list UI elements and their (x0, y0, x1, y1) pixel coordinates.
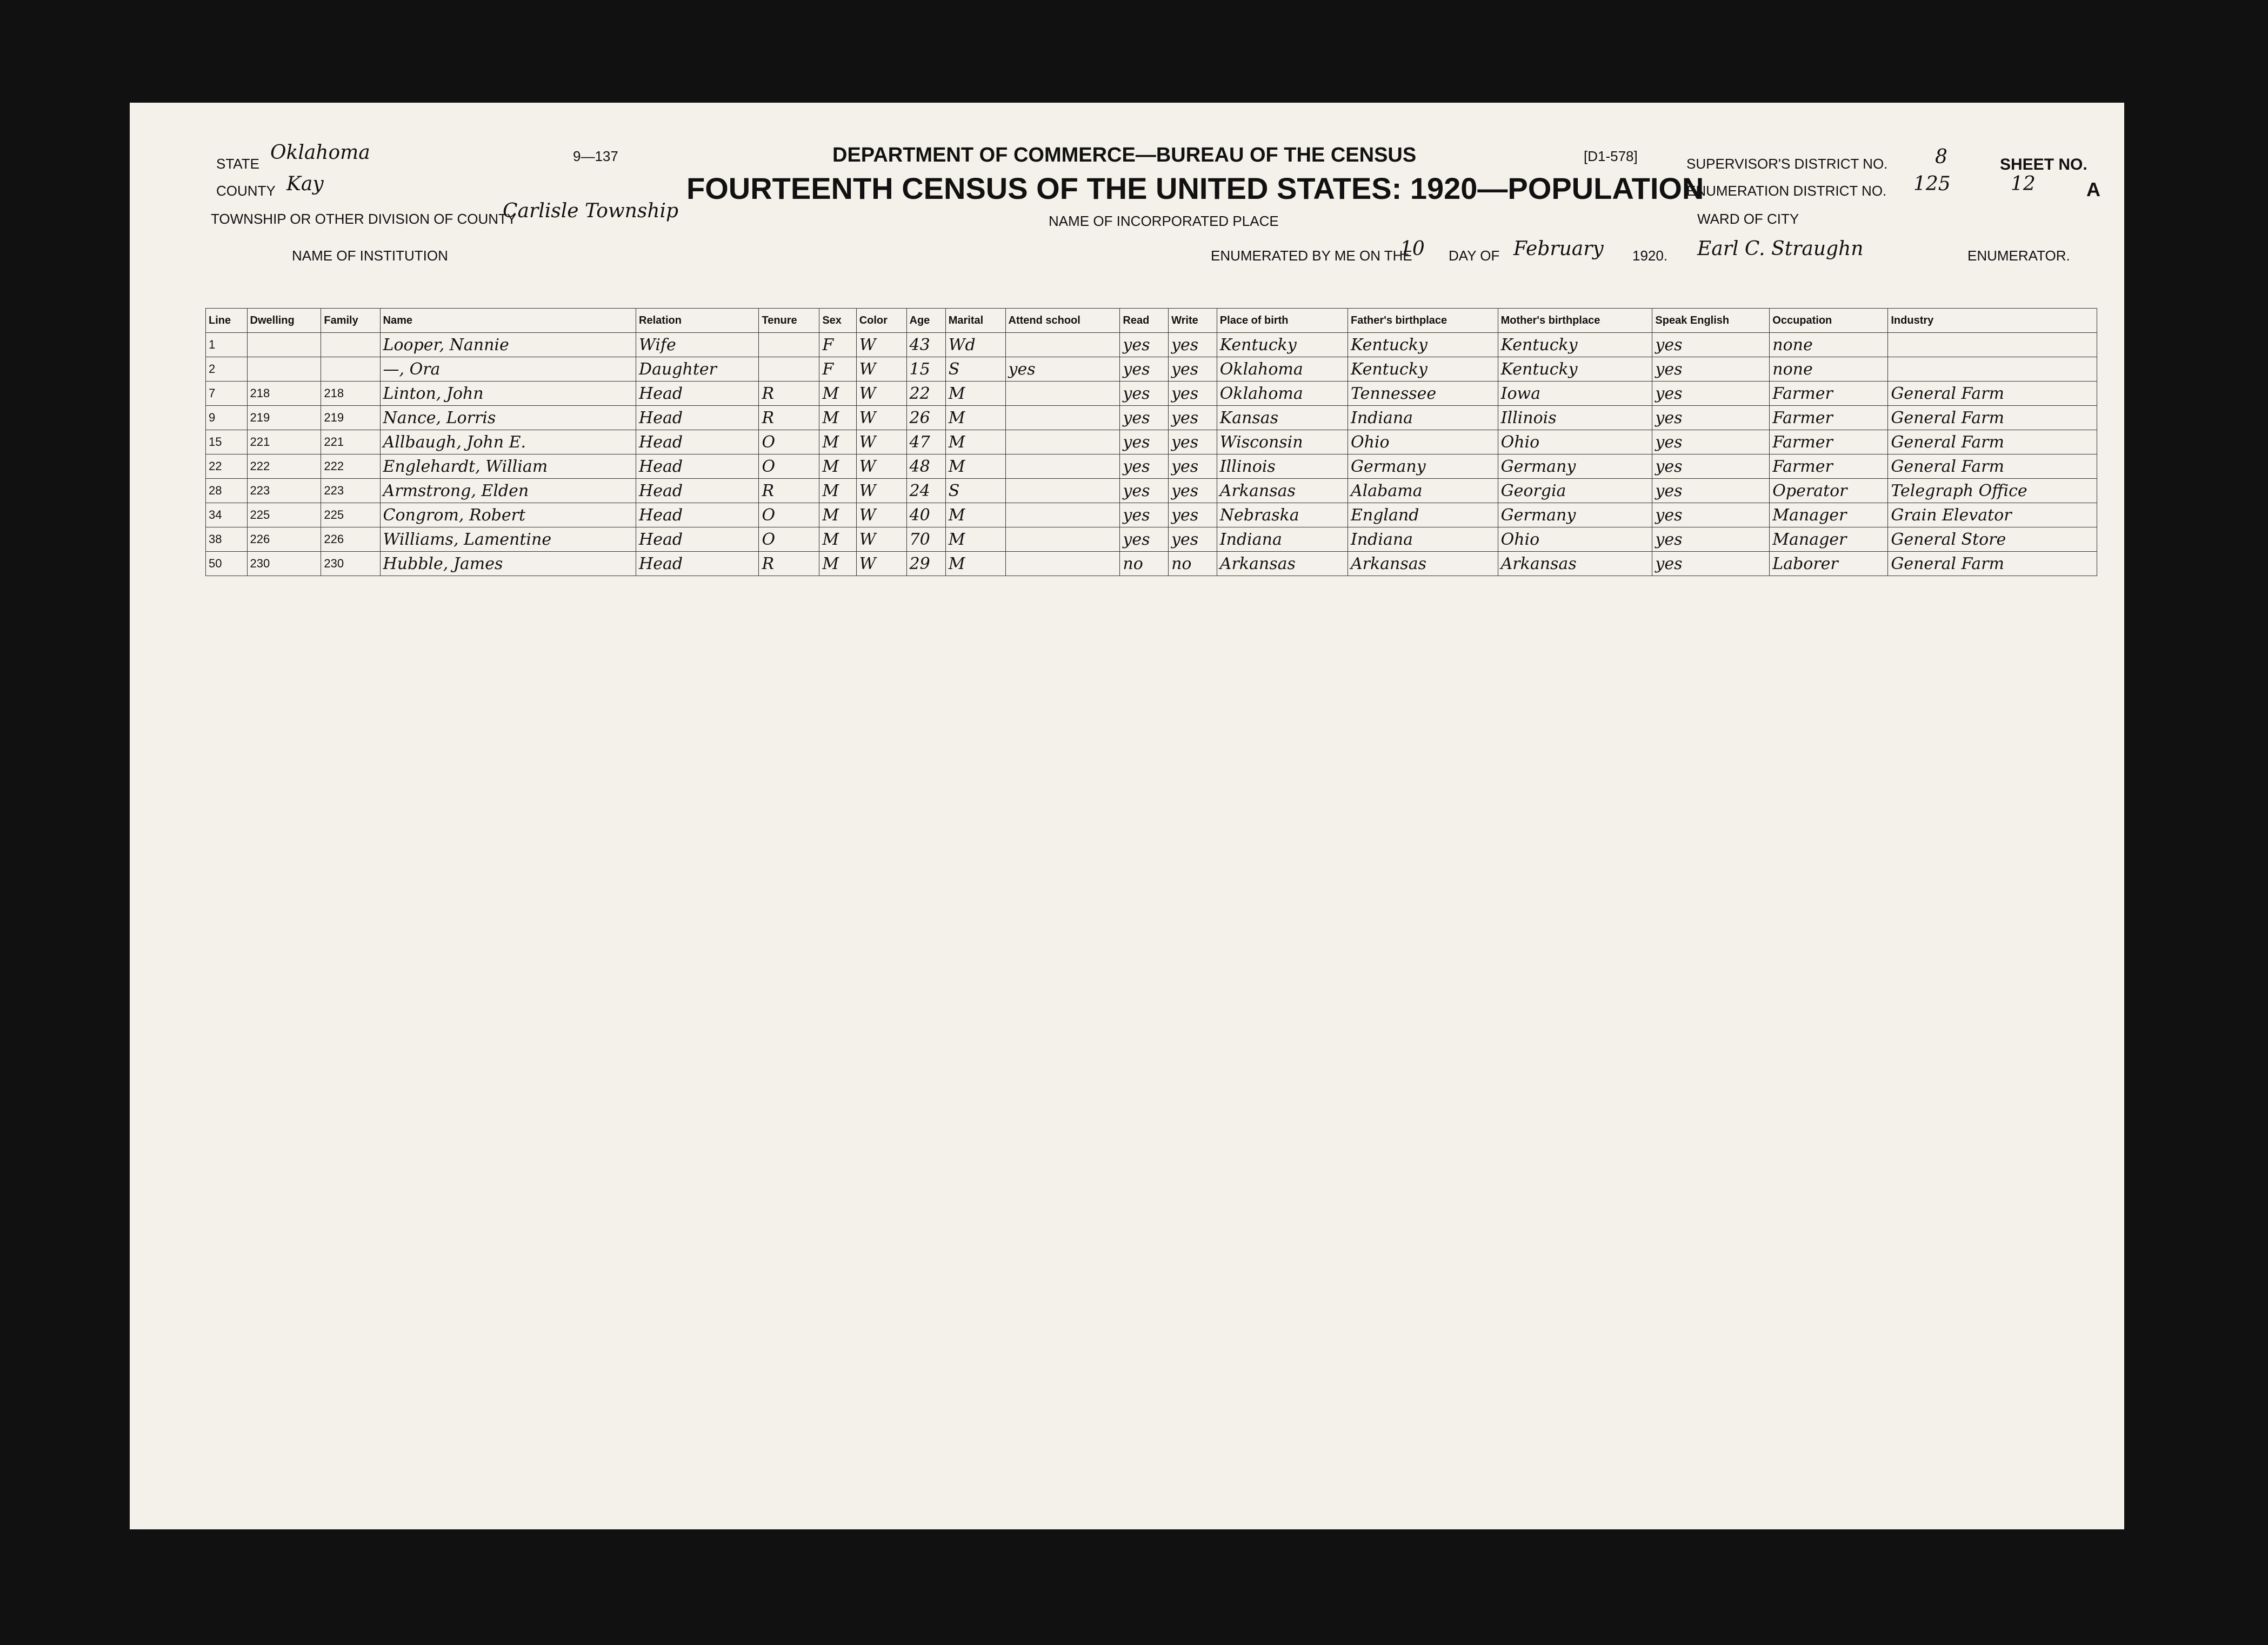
table-cell (1005, 406, 1120, 430)
county-label: COUNTY (216, 183, 276, 199)
table-cell: Iowa (1498, 382, 1652, 406)
table-cell: Ohio (1498, 430, 1652, 454)
table-cell: 230 (247, 552, 321, 576)
table-cell: Georgia (1498, 479, 1652, 503)
table-cell: yes (1120, 430, 1169, 454)
table-cell (1005, 333, 1120, 357)
table-cell: General Farm (1888, 382, 2097, 406)
table-cell: Manager (1770, 527, 1888, 552)
table-cell: M (819, 430, 856, 454)
table-cell: O (759, 454, 819, 479)
table-cell: yes (1169, 430, 1217, 454)
table-cell: Nance, Lorris (380, 406, 636, 430)
table-cell: Allbaugh, John E. (380, 430, 636, 454)
column-header: Dwelling (247, 309, 321, 333)
table-cell (759, 333, 819, 357)
table-cell: W (856, 382, 906, 406)
table-cell: Illinois (1217, 454, 1348, 479)
sheet-number: 12 (2011, 173, 2036, 195)
state-label: STATE (216, 156, 259, 172)
table-cell: M (945, 430, 1005, 454)
table-cell: Kentucky (1498, 333, 1652, 357)
table-cell: Farmer (1770, 406, 1888, 430)
table-cell: 28 (206, 479, 248, 503)
table-cell: 43 (906, 333, 945, 357)
table-cell: M (945, 527, 1005, 552)
table-cell: W (856, 454, 906, 479)
table-cell: none (1770, 357, 1888, 382)
enumerated-year: 1920. (1632, 248, 1668, 264)
table-cell: Manager (1770, 503, 1888, 527)
table-cell: yes (1120, 503, 1169, 527)
table-cell: Hubble, James (380, 552, 636, 576)
table-cell: Farmer (1770, 430, 1888, 454)
table-cell (1005, 503, 1120, 527)
institution-label: NAME OF INSTITUTION (292, 248, 448, 264)
table-cell: M (819, 479, 856, 503)
table-cell: Wife (636, 333, 759, 357)
table-cell (1005, 552, 1120, 576)
table-cell: yes (1169, 406, 1217, 430)
table-cell: M (945, 503, 1005, 527)
table-cell: Kansas (1217, 406, 1348, 430)
table-cell: F (819, 357, 856, 382)
table-cell: R (759, 382, 819, 406)
table-cell: 223 (321, 479, 380, 503)
table-cell (1888, 333, 2097, 357)
table-cell: General Farm (1888, 552, 2097, 576)
column-header: Industry (1888, 309, 2097, 333)
table-cell: yes (1652, 527, 1770, 552)
table-cell: yes (1652, 382, 1770, 406)
table-cell: yes (1120, 382, 1169, 406)
enumerator-label: ENUMERATOR. (1967, 248, 2070, 264)
table-cell: Laborer (1770, 552, 1888, 576)
table-cell: General Farm (1888, 454, 2097, 479)
column-header: Color (856, 309, 906, 333)
column-header: Attend school (1005, 309, 1120, 333)
form-number: 9—137 (573, 148, 618, 164)
table-cell: yes (1120, 479, 1169, 503)
county-value: Kay (286, 173, 324, 195)
table-cell: 22 (206, 454, 248, 479)
table-cell: 7 (206, 382, 248, 406)
table-cell (1888, 357, 2097, 382)
table-cell: M (819, 503, 856, 527)
table-cell: Head (636, 527, 759, 552)
day-of-label: DAY OF (1449, 248, 1500, 264)
table-cell: 50 (206, 552, 248, 576)
table-row (206, 503, 2097, 527)
census-title: FOURTEENTH CENSUS OF THE UNITED STATES: 1920—POPULATION (686, 171, 1704, 205)
table-cell: 38 (206, 527, 248, 552)
table-cell: W (856, 357, 906, 382)
column-header: Speak English (1652, 309, 1770, 333)
table-cell: no (1120, 552, 1169, 576)
table-cell: yes (1120, 406, 1169, 430)
table-cell: yes (1169, 527, 1217, 552)
table-cell: 219 (247, 406, 321, 430)
table-cell: yes (1652, 357, 1770, 382)
ed-value: 125 (1913, 173, 1951, 195)
table-cell: W (856, 503, 906, 527)
column-header: Mother's birthplace (1498, 309, 1652, 333)
table-cell: R (759, 406, 819, 430)
table-cell: Daughter (636, 357, 759, 382)
table-cell: Congrom, Robert (380, 503, 636, 527)
table-cell: Tennessee (1348, 382, 1498, 406)
table-cell: Wd (945, 333, 1005, 357)
table-cell (321, 333, 380, 357)
table-row (206, 552, 2097, 576)
table-cell: Arkansas (1498, 552, 1652, 576)
enumerator-name: Earl C. Straughn (1697, 238, 1864, 260)
table-cell: O (759, 430, 819, 454)
table-cell (1005, 382, 1120, 406)
table-cell: Head (636, 430, 759, 454)
table-cell: 9 (206, 406, 248, 430)
table-cell: O (759, 503, 819, 527)
table-cell: Williams, Lamentine (380, 527, 636, 552)
table-cell: Arkansas (1217, 552, 1348, 576)
table-cell: yes (1169, 503, 1217, 527)
column-header: Relation (636, 309, 759, 333)
table-row (206, 333, 2097, 357)
table-row (206, 527, 2097, 552)
column-header: Read (1120, 309, 1169, 333)
table-cell: Arkansas (1217, 479, 1348, 503)
table-cell: M (819, 454, 856, 479)
sheet-label: SHEET NO. (2000, 156, 2087, 173)
table-cell: Oklahoma (1217, 382, 1348, 406)
table-cell: Armstrong, Elden (380, 479, 636, 503)
table-cell: Kentucky (1348, 357, 1498, 382)
supervisor-label: SUPERVISOR'S DISTRICT NO. (1686, 156, 1888, 172)
table-cell: Indiana (1348, 406, 1498, 430)
table-cell: W (856, 527, 906, 552)
table-cell: R (759, 552, 819, 576)
enumerated-day: 10 (1400, 238, 1425, 260)
table-cell: 222 (321, 454, 380, 479)
table-cell: Germany (1498, 454, 1652, 479)
table-row (206, 479, 2097, 503)
table-cell: Ohio (1348, 430, 1498, 454)
table-cell: 70 (906, 527, 945, 552)
table-cell: Head (636, 406, 759, 430)
table-cell (1005, 454, 1120, 479)
enumerated-month: February (1513, 238, 1604, 260)
table-cell: yes (1652, 479, 1770, 503)
table-cell: 22 (906, 382, 945, 406)
table-cell: 230 (321, 552, 380, 576)
table-cell: Germany (1348, 454, 1498, 479)
table-cell: 1 (206, 333, 248, 357)
table-cell: none (1770, 333, 1888, 357)
form-code: [D1-578] (1584, 148, 1638, 164)
table-cell: Indiana (1348, 527, 1498, 552)
supervisor-value: 8 (1935, 146, 1947, 168)
table-row (206, 382, 2097, 406)
column-header: Write (1169, 309, 1217, 333)
table-cell: yes (1120, 333, 1169, 357)
table-cell: 47 (906, 430, 945, 454)
column-header: Tenure (759, 309, 819, 333)
table-cell: M (945, 406, 1005, 430)
table-cell: M (819, 406, 856, 430)
table-cell: M (819, 382, 856, 406)
table-row (206, 454, 2097, 479)
table-cell: 29 (906, 552, 945, 576)
table-cell: 15 (906, 357, 945, 382)
table-cell: Alabama (1348, 479, 1498, 503)
table-cell: Oklahoma (1217, 357, 1348, 382)
table-cell: yes (1169, 479, 1217, 503)
column-header: Line (206, 309, 248, 333)
table-cell: General Store (1888, 527, 2097, 552)
sheet-letter: A (2086, 178, 2100, 200)
table-cell: 226 (247, 527, 321, 552)
table-cell: yes (1005, 357, 1120, 382)
table-cell: Grain Elevator (1888, 503, 2097, 527)
table-cell: Kentucky (1498, 357, 1652, 382)
table-cell: 225 (321, 503, 380, 527)
table-cell: F (819, 333, 856, 357)
table-cell: Germany (1498, 503, 1652, 527)
table-cell: yes (1652, 333, 1770, 357)
table-cell: 222 (247, 454, 321, 479)
table-cell: R (759, 479, 819, 503)
table-cell: S (945, 479, 1005, 503)
table-cell: 221 (247, 430, 321, 454)
table-cell: 40 (906, 503, 945, 527)
table-row (206, 430, 2097, 454)
table-cell: Head (636, 479, 759, 503)
table-cell: M (945, 454, 1005, 479)
table-cell: yes (1652, 406, 1770, 430)
table-cell: 48 (906, 454, 945, 479)
census-table (205, 308, 2097, 576)
table-cell: Indiana (1217, 527, 1348, 552)
table-cell: Head (636, 503, 759, 527)
column-header: Family (321, 309, 380, 333)
table-cell: yes (1652, 552, 1770, 576)
township-value: Carlisle Township (503, 200, 679, 222)
table-cell: M (819, 527, 856, 552)
column-header: Name (380, 309, 636, 333)
table-cell (1005, 527, 1120, 552)
table-cell: Farmer (1770, 382, 1888, 406)
ed-label: ENUMERATION DISTRICT NO. (1686, 183, 1887, 199)
table-cell: 26 (906, 406, 945, 430)
table-cell: Illinois (1498, 406, 1652, 430)
table-cell: 24 (906, 479, 945, 503)
table-cell: Nebraska (1217, 503, 1348, 527)
table-cell: yes (1652, 503, 1770, 527)
table-cell: Ohio (1498, 527, 1652, 552)
table-cell: Looper, Nannie (380, 333, 636, 357)
table-cell: W (856, 430, 906, 454)
table-cell: W (856, 479, 906, 503)
table-cell: 225 (247, 503, 321, 527)
state-value: Oklahoma (270, 142, 370, 164)
table-cell: yes (1169, 357, 1217, 382)
table-cell: 223 (247, 479, 321, 503)
table-cell: Englehardt, William (380, 454, 636, 479)
table-cell: Kentucky (1348, 333, 1498, 357)
table-cell: Farmer (1770, 454, 1888, 479)
table-cell: yes (1169, 454, 1217, 479)
column-header: Place of birth (1217, 309, 1348, 333)
table-cell: Kentucky (1217, 333, 1348, 357)
table-cell (1005, 479, 1120, 503)
table-cell: O (759, 527, 819, 552)
table-cell (247, 357, 321, 382)
table-cell: yes (1652, 454, 1770, 479)
table-cell: Arkansas (1348, 552, 1498, 576)
table-cell: 226 (321, 527, 380, 552)
table-row (206, 357, 2097, 382)
table-cell: Telegraph Office (1888, 479, 2097, 503)
table-cell: 2 (206, 357, 248, 382)
enumerated-label: ENUMERATED BY ME ON THE (1211, 248, 1412, 264)
table-cell (1005, 430, 1120, 454)
table-cell: S (945, 357, 1005, 382)
table-cell: M (819, 552, 856, 576)
column-header: Occupation (1770, 309, 1888, 333)
table-cell: M (945, 382, 1005, 406)
table-cell: yes (1120, 527, 1169, 552)
department-title: DEPARTMENT OF COMMERCE—BUREAU OF THE CENSUS (832, 144, 1417, 166)
table-cell: 34 (206, 503, 248, 527)
table-cell: Operator (1770, 479, 1888, 503)
column-header: Age (906, 309, 945, 333)
table-cell: M (945, 552, 1005, 576)
township-label: TOWNSHIP OR OTHER DIVISION OF COUNTY (211, 211, 517, 227)
table-cell: yes (1169, 382, 1217, 406)
table-cell: —, Ora (380, 357, 636, 382)
table-cell: General Farm (1888, 406, 2097, 430)
table-cell: yes (1169, 333, 1217, 357)
table-cell: yes (1120, 357, 1169, 382)
table-cell: England (1348, 503, 1498, 527)
table-cell: 221 (321, 430, 380, 454)
table-cell: W (856, 552, 906, 576)
table-cell: General Farm (1888, 430, 2097, 454)
table-cell: W (856, 406, 906, 430)
table-cell: yes (1120, 454, 1169, 479)
table-cell: Head (636, 454, 759, 479)
census-sheet (130, 103, 2124, 1529)
table-cell: Head (636, 382, 759, 406)
ward-label: WARD OF CITY (1697, 211, 1799, 227)
column-header: Father's birthplace (1348, 309, 1498, 333)
table-cell: no (1169, 552, 1217, 576)
table-cell: W (856, 333, 906, 357)
column-header: Marital (945, 309, 1005, 333)
table-cell: Linton, John (380, 382, 636, 406)
table-cell: Head (636, 552, 759, 576)
column-header: Sex (819, 309, 856, 333)
table-cell: Wisconsin (1217, 430, 1348, 454)
table-cell (247, 333, 321, 357)
table-cell: 218 (321, 382, 380, 406)
table-cell: 15 (206, 430, 248, 454)
table-body (206, 333, 2097, 576)
table-cell: yes (1652, 430, 1770, 454)
table-cell: 219 (321, 406, 380, 430)
table-cell (321, 357, 380, 382)
table-cell: 218 (247, 382, 321, 406)
table-row (206, 406, 2097, 430)
incorporated-place-label: NAME OF INCORPORATED PLACE (1049, 213, 1279, 229)
table-cell (759, 357, 819, 382)
table-header-row (206, 309, 2097, 333)
